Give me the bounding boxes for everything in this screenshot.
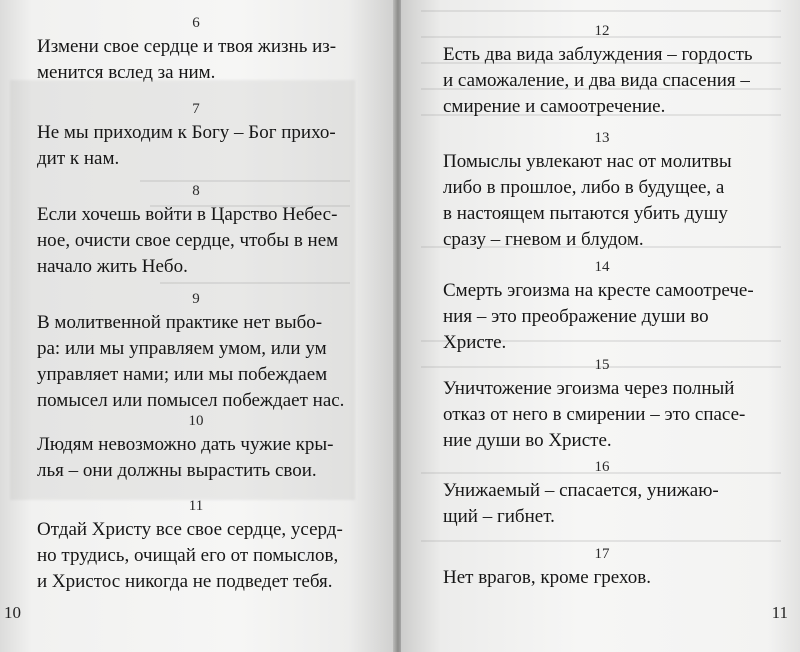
- saying: [37, 100, 355, 172]
- saying-text: Если хочешь войти в Царство Небес- ное, очисти свое сердце, чтобы в нем начало жить Небо.: [37, 204, 339, 277]
- saying: [37, 14, 355, 86]
- saying-number: 8: [192, 183, 200, 199]
- saying: [443, 356, 761, 454]
- saying-text: Уничтожение эгоизма через полный отказ от него в смирении – это спасе- ние души во Христе.: [443, 378, 746, 451]
- saying: [443, 22, 761, 120]
- right-page: [401, 0, 800, 652]
- saying-text: Нет врагов, кроме грехов.: [443, 567, 651, 588]
- saying-text: Не мы приходим к Богу – Бог прихо- дит к нам.: [37, 122, 336, 169]
- saying: [443, 258, 761, 356]
- saying-number: 7: [192, 101, 200, 117]
- saying-text: Отдай Христу все свое сердце, усерд- но трудись, очищай его от помыслов, и Христос никогда не подведет тебя.: [37, 519, 343, 592]
- saying-text: Людям невозможно дать чужие кры- лья – они должны вырастить свои.: [37, 434, 334, 481]
- saying-number: 6: [192, 15, 200, 31]
- saying-number: 12: [594, 23, 610, 39]
- saying-text: Смерть эгоизма на кресте самоотрече- ния – это преображение души во Христе.: [443, 280, 754, 353]
- saying-number: 11: [188, 498, 204, 514]
- saying-number: 15: [594, 357, 610, 373]
- saying: [443, 545, 761, 591]
- saying: [443, 129, 761, 253]
- left-page: [0, 0, 396, 652]
- saying-text: Помыслы увлекают нас от молитвы либо в прошлое, либо в будущее, а в настоящем пытаются убить душу сразу – гневом и блудом.: [443, 151, 732, 250]
- saying: [37, 182, 355, 280]
- saying-text: Есть два вида заблуждения – гордость и саможаление, и два вида спасения – смирение и самоотречение.: [443, 44, 753, 117]
- saying: [37, 290, 355, 414]
- saying-text: Измени свое сердце и твоя жизнь из- менится вслед за ним.: [37, 36, 337, 83]
- saying-number: 17: [594, 546, 610, 562]
- saying-number: 9: [192, 291, 200, 307]
- show-through-line: [160, 282, 350, 284]
- saying-text: Унижаемый – спасается, унижаю- щий – гибнет.: [443, 480, 719, 527]
- page-number: 11: [771, 603, 788, 622]
- saying: [37, 497, 355, 595]
- page-number: 10: [4, 603, 21, 622]
- show-through-line: [421, 540, 781, 542]
- saying: [37, 412, 355, 484]
- saying-number: 13: [594, 130, 610, 146]
- saying-number: 10: [188, 413, 204, 429]
- saying: [443, 458, 761, 530]
- show-through-line: [421, 10, 781, 12]
- saying-number: 14: [594, 259, 610, 275]
- saying-text: В молитвенной практике нет выбо- ра: или мы управляем умом, или ум управляет нами; или мы побеждаем помысел или помысел побеждает нас.: [37, 312, 345, 411]
- saying-number: 16: [594, 459, 610, 475]
